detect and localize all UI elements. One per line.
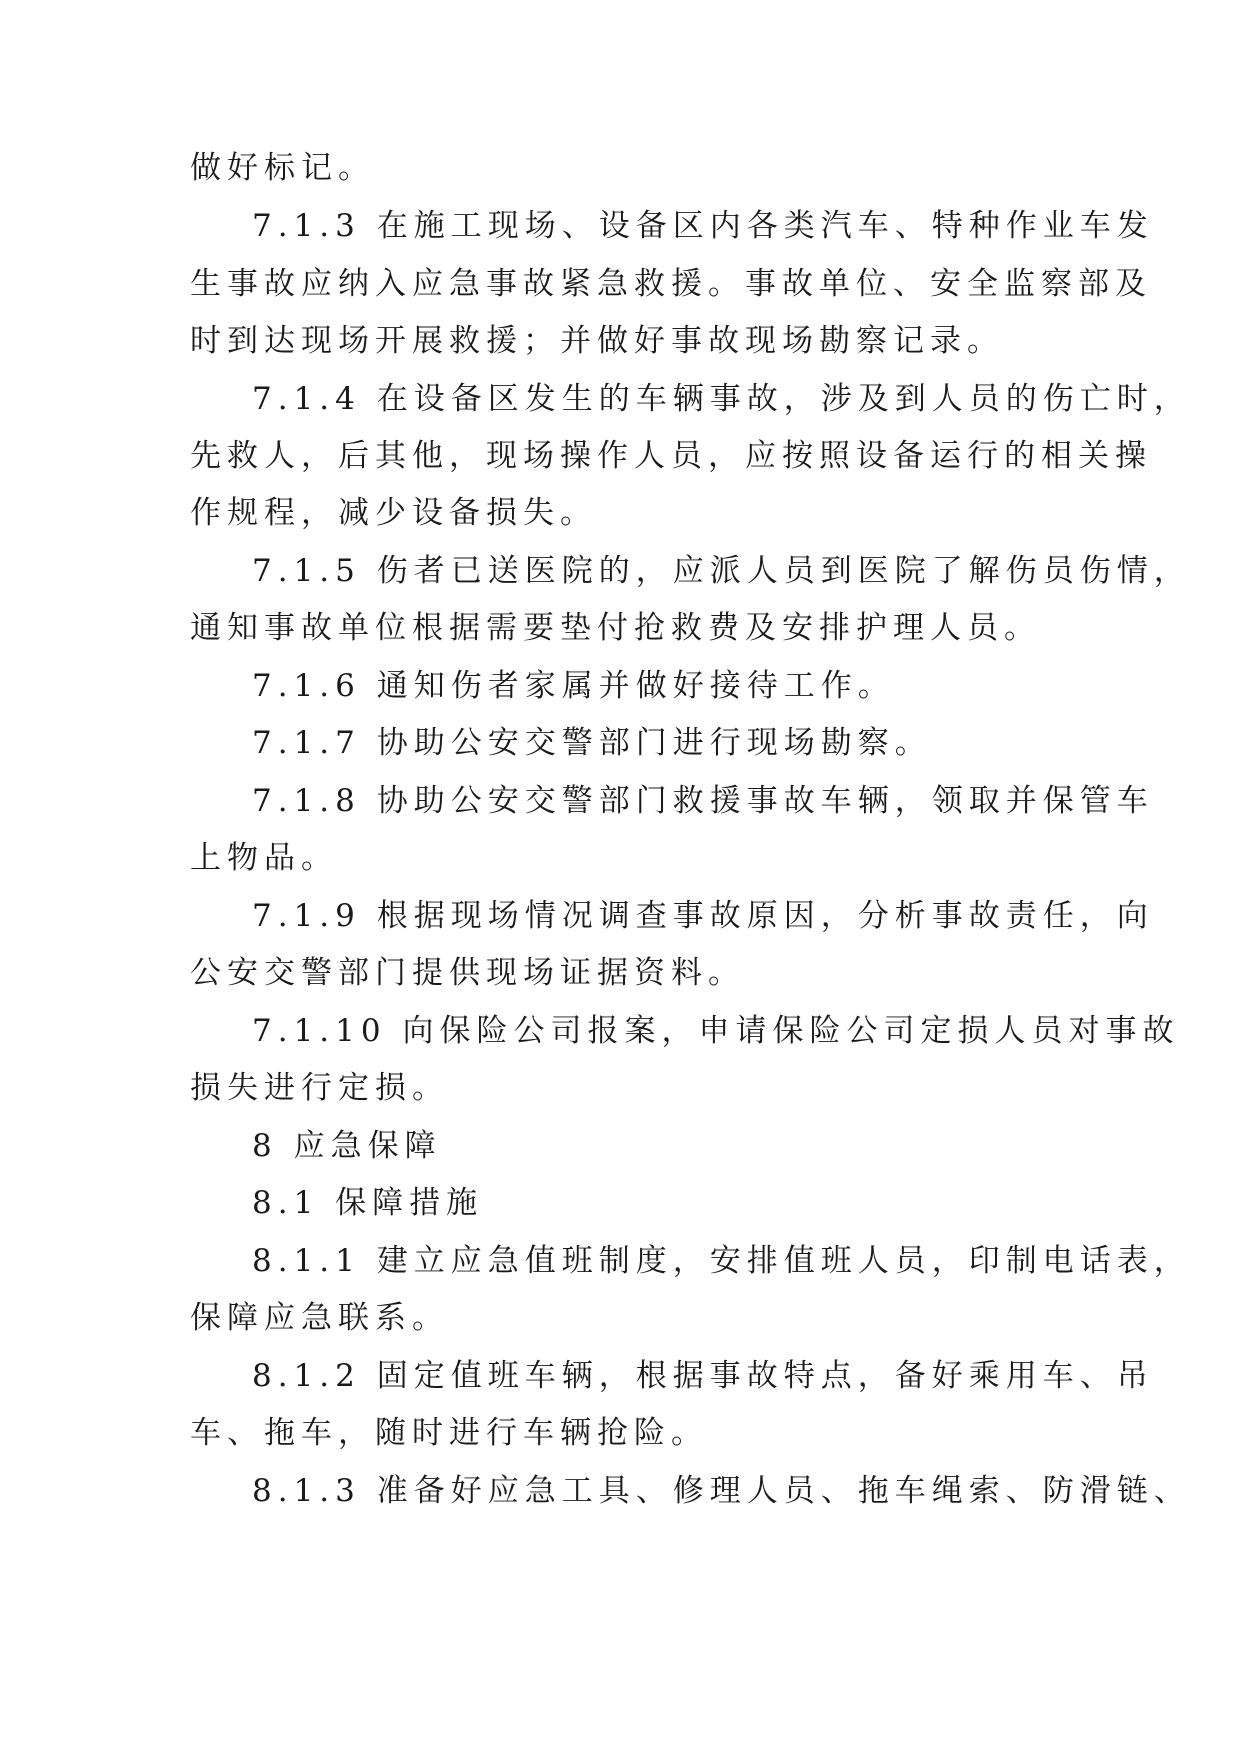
text-line: 上物品。 xyxy=(190,840,338,876)
text-line: 保障应急联系。 xyxy=(190,1300,449,1336)
text-line: 7.1.6 通知伤者家属并做好接待工作。 xyxy=(252,668,895,704)
text-line: 7.1.8 协助公安交警部门救援事故车辆，领取并保管车 xyxy=(252,783,1154,819)
subsection-heading: 8.1 保障措施 xyxy=(252,1185,484,1221)
text-line: 7.1.5 伤者已送医院的，应派人员到医院了解伤员伤情， xyxy=(252,553,1191,589)
text-line: 公安交警部门提供现场证据资料。 xyxy=(190,955,745,991)
text-line: 通知事故单位根据需要垫付抢救费及安排护理人员。 xyxy=(190,610,1041,646)
text-line: 先救人，后其他，现场操作人员，应按照设备运行的相关操 xyxy=(190,438,1152,474)
text-line: 时到达现场开展救援；并做好事故现场勘察记录。 xyxy=(190,323,1004,359)
text-line: 7.1.3 在施工现场、设备区内各类汽车、特种作业车发 xyxy=(252,208,1154,244)
text-line: 生事故应纳入应急事故紧急救援。事故单位、安全监察部及 xyxy=(190,266,1152,302)
text-line: 8.1.2 固定值班车辆，根据事故特点，备好乘用车、吊 xyxy=(252,1358,1154,1394)
text-line: 做好标记。 xyxy=(190,150,375,186)
text-line: 7.1.10 向保险公司报案，申请保险公司定损人员对事故 xyxy=(252,1013,1180,1049)
text-line: 7.1.4 在设备区发生的车辆事故，涉及到人员的伤亡时， xyxy=(252,381,1191,417)
section-heading: 8 应急保障 xyxy=(252,1128,442,1164)
text-line: 作规程，减少设备损失。 xyxy=(190,495,597,531)
text-line: 损失进行定损。 xyxy=(190,1070,449,1106)
text-line: 车、拖车，随时进行车辆抢险。 xyxy=(190,1415,708,1451)
text-line: 8.1.1 建立应急值班制度，安排值班人员，印制电话表， xyxy=(252,1243,1191,1279)
text-line: 7.1.9 根据现场情况调查事故原因，分析事故责任，向 xyxy=(252,898,1154,934)
text-line: 7.1.7 协助公安交警部门进行现场勘察。 xyxy=(252,725,932,761)
text-line: 8.1.3 准备好应急工具、修理人员、拖车绳索、防滑链、 xyxy=(252,1473,1191,1509)
